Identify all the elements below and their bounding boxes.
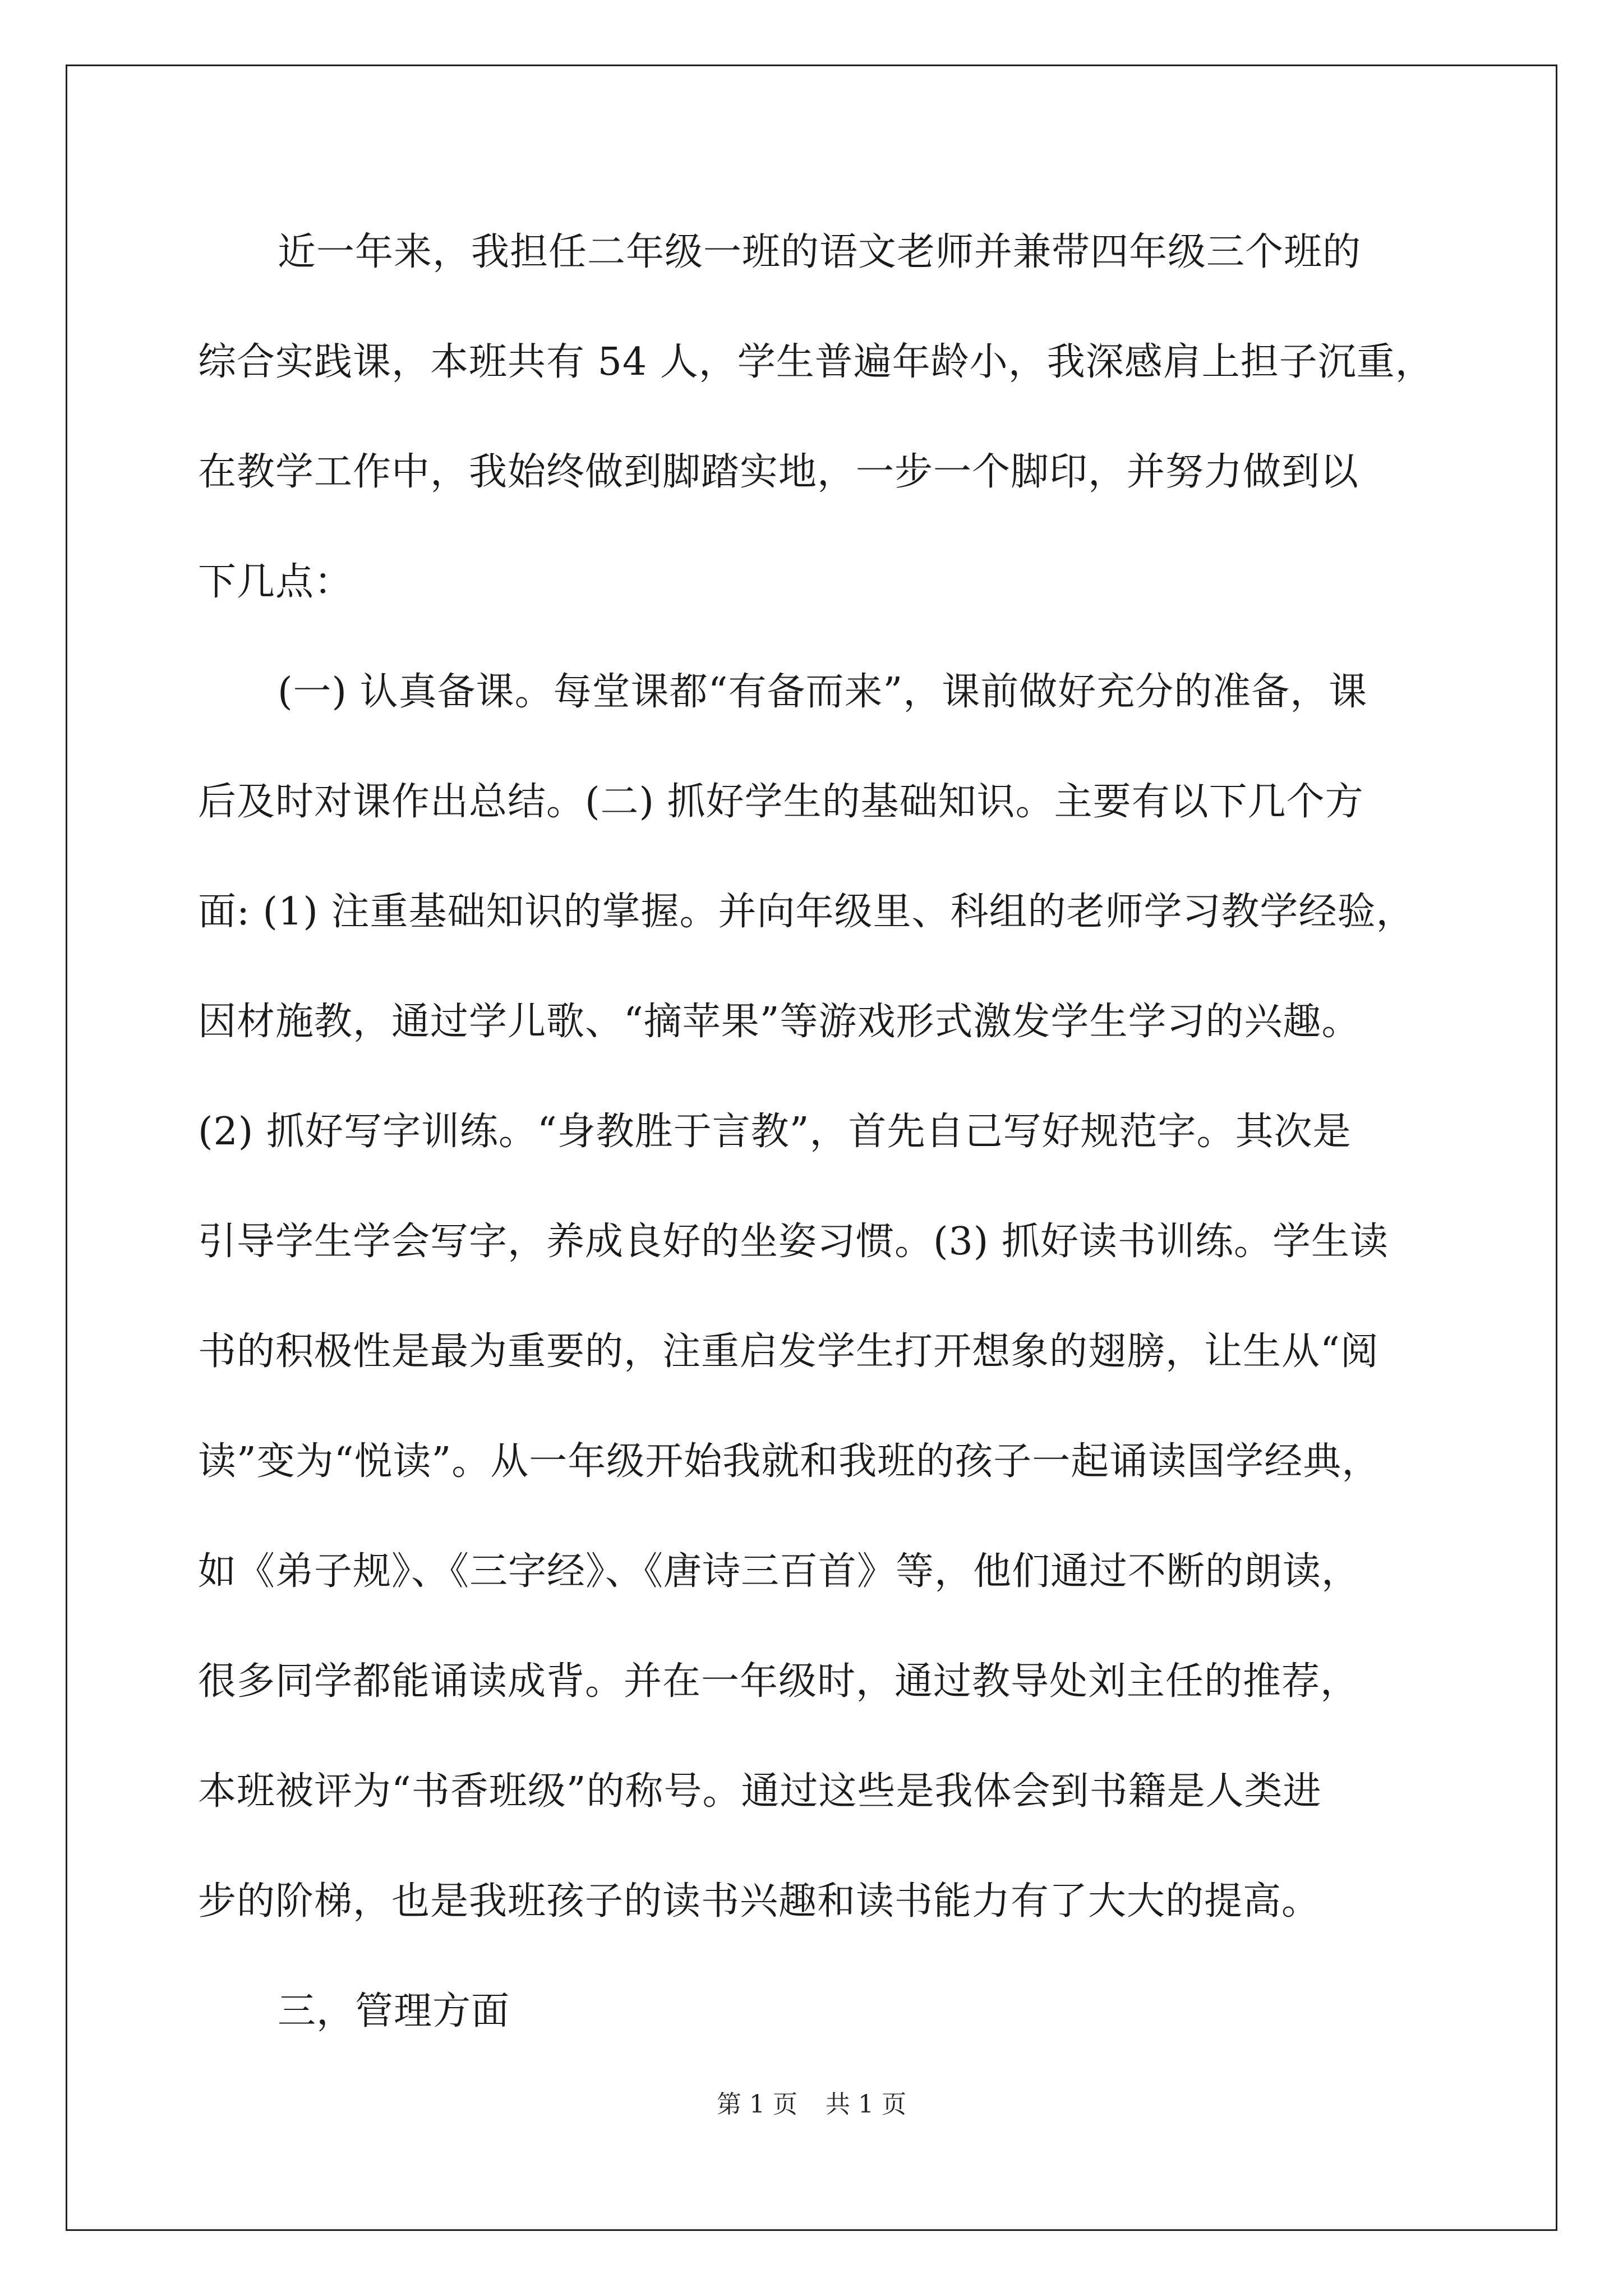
page-footer [0, 2084, 1623, 2120]
paragraph-line: 步的阶梯，也是我班孩子的读书兴趣和读书能力有了大大的提高。 [198, 1879, 1321, 1924]
document-body [198, 216, 1482, 2085]
paragraph-line: 下几点： [198, 560, 353, 604]
paragraph-line: (一) 认真备课。每堂课都“有备而来”，课前做好充分的准备，课 [278, 670, 1368, 714]
paragraph-line: (2) 抓好写字训练。“身教胜于言教”，首先自己写好规范字。其次是 [198, 1110, 1352, 1154]
section-heading: 三，管理方面 [278, 1989, 510, 2033]
page-total: 共 1 页 [826, 2090, 906, 2119]
paragraph-line: 如《弟子规》、《三字经》、《唐诗三百首》等，他们通过不断的朗读， [198, 1549, 1361, 1594]
page-number: 第 1 页 [717, 2090, 797, 2119]
paragraph-line: 面: (1) 注重基础知识的掌握。并向年级里、科组的老师学习教学经验， [198, 890, 1415, 934]
paragraph-line: 很多同学都能诵读成背。并在一年级时，通过教导处刘主任的推荐， [198, 1659, 1359, 1704]
paragraph-line: 本班被评为“书香班级”的称号。通过这些是我体会到书籍是人类进 [198, 1769, 1322, 1814]
paragraph-line: 近一年来，我担任二年级一班的语文老师并兼带四年级三个班的 [278, 230, 1362, 274]
paragraph-line: 后及时对课作出总结。(二) 抓好学生的基础知识。主要有以下几个方 [198, 780, 1364, 824]
paragraph-line: 在教学工作中，我始终做到脚踏实地，一步一个脚印，并努力做到以 [198, 450, 1359, 494]
paragraph-line: 书的积极性是最为重要的，注重启发学生打开想象的翅膀，让生从“阅 [198, 1329, 1379, 1374]
paragraph-line: 因材施教，通过学儿歌、“摘苹果”等游戏形式激发学生学习的兴趣。 [198, 1000, 1361, 1044]
paragraph-line: 引导学生学会写字，养成良好的坐姿习惯。(3) 抓好读书训练。学生读 [198, 1220, 1389, 1264]
paragraph-line: 综合实践课，本班共有 54 人，学生普遍年龄小，我深感肩上担子沉重， [198, 340, 1434, 384]
paragraph-line: 读”变为“悦读”。从一年级开始我就和我班的孩子一起诵读国学经典， [198, 1439, 1381, 1484]
